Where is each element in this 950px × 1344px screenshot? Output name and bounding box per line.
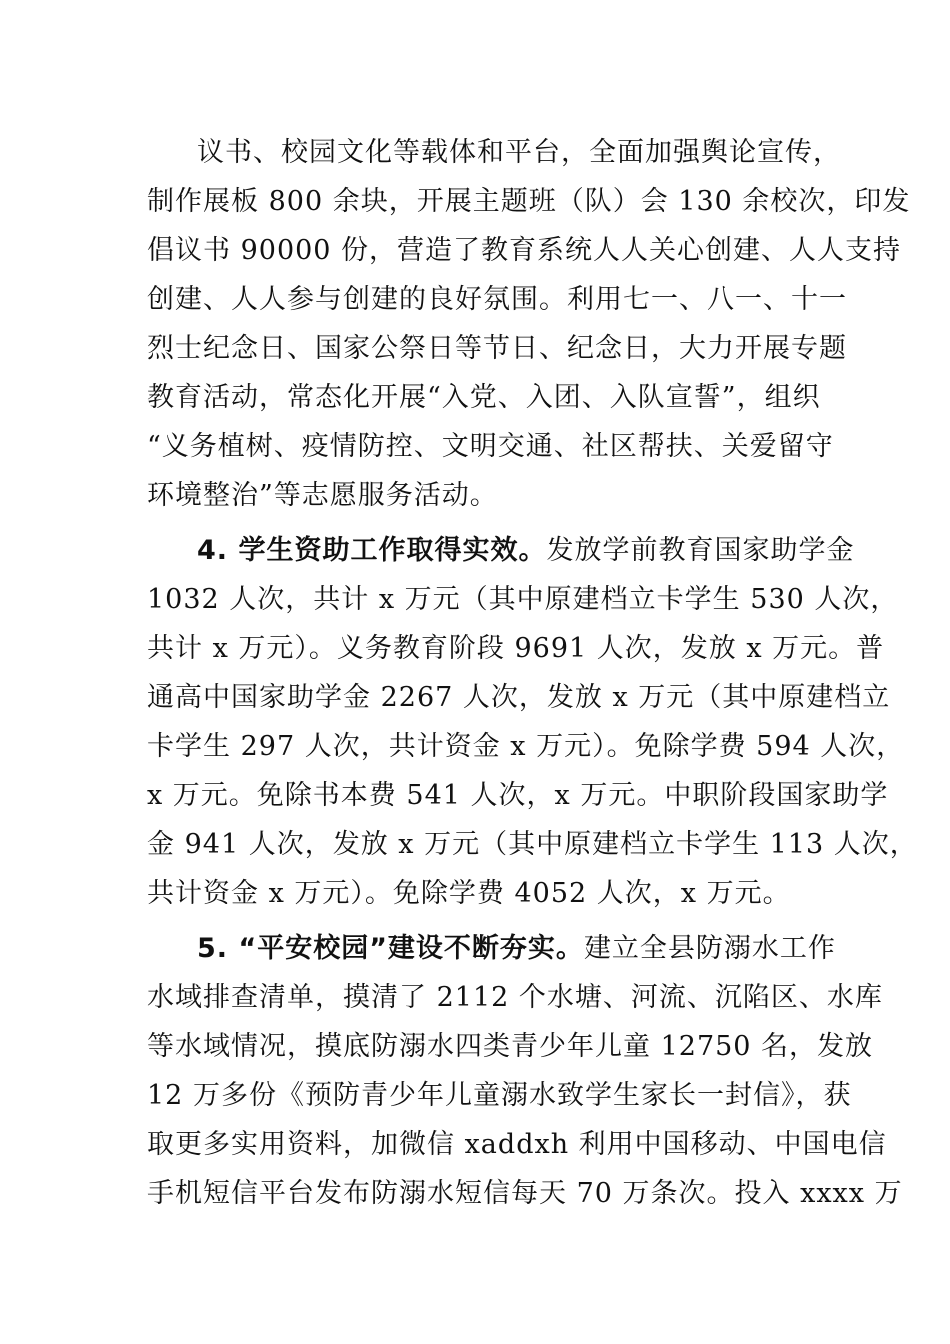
section-4-first-line <box>197 526 877 576</box>
paragraph-line: 创建、人人参与创建的良好氛围。利用七一、八一、十一 <box>147 284 847 315</box>
section-5-lead-text: 建立全县防溺水工作 <box>583 933 836 964</box>
paragraph-line: 议书、校园文化等载体和平台，全面加强舆论宣传， <box>197 137 841 168</box>
paragraph-line: 取更多实用资料，加微信 xaddxh 利用中国移动、中国电信 <box>147 1129 887 1160</box>
paragraph-line: 共计 x 万元）。义务教育阶段 9691 人次，发放 x 万元。普 <box>147 633 885 664</box>
paragraph-line: 金 941 人次，发放 x 万元（其中原建档立卡学生 113 人次， <box>147 829 918 860</box>
paragraph-line: 制作展板 800 余块，开展主题班（队）会 130 余校次，印发 <box>147 186 911 217</box>
paragraph-line: x 万元。免除书本费 541 人次，x 万元。中职阶段国家助学 <box>147 780 889 811</box>
paragraph-line: 教育活动，常态化开展“入党、入团、入队宣誓”，组织 <box>147 382 821 413</box>
paragraph-line: 通高中国家助学金 2267 人次，发放 x 万元（其中原建档立 <box>147 682 891 713</box>
section-4-heading: 4. 学生资助工作取得实效。 <box>197 535 547 566</box>
paragraph-line: “义务植树、疫情防控、文明交通、社区帮扶、关爱留守 <box>147 431 834 462</box>
paragraph-line: 烈士纪念日、国家公祭日等节日、纪念日，大力开展专题 <box>147 333 847 364</box>
paragraph-line: 1032 人次，共计 x 万元（其中原建档立卡学生 530 人次， <box>147 584 899 615</box>
paragraph-line: 12 万多份《预防青少年儿童溺水致学生家长一封信》，获 <box>147 1080 852 1111</box>
paragraph-line: 手机短信平台发布防溺水短信每天 70 万条次。投入 xxxx 万 <box>147 1178 903 1209</box>
section-5-first-line <box>197 924 877 974</box>
section-4-lead-text: 发放学前教育国家助学金 <box>546 535 855 566</box>
section-5-heading: 5. “平安校园”建设不断夯实。 <box>197 933 584 964</box>
paragraph-line: 共计资金 x 万元）。免除学费 4052 人次，x 万元。 <box>147 878 791 909</box>
paragraph-line: 等水域情况，摸底防溺水四类青少年儿童 12750 名，发放 <box>147 1031 874 1062</box>
paragraph-line: 水域排查清单，摸清了 2112 个水塘、河流、沉陷区、水库 <box>147 982 883 1013</box>
paragraph-line: 卡学生 297 人次，共计资金 x 万元）。免除学费 594 人次， <box>147 731 905 762</box>
paragraph-line: 倡议书 90000 份，营造了教育系统人人关心创建、人人支持 <box>147 235 902 266</box>
paragraph-line: 环境整治”等志愿服务活动。 <box>147 480 498 511</box>
